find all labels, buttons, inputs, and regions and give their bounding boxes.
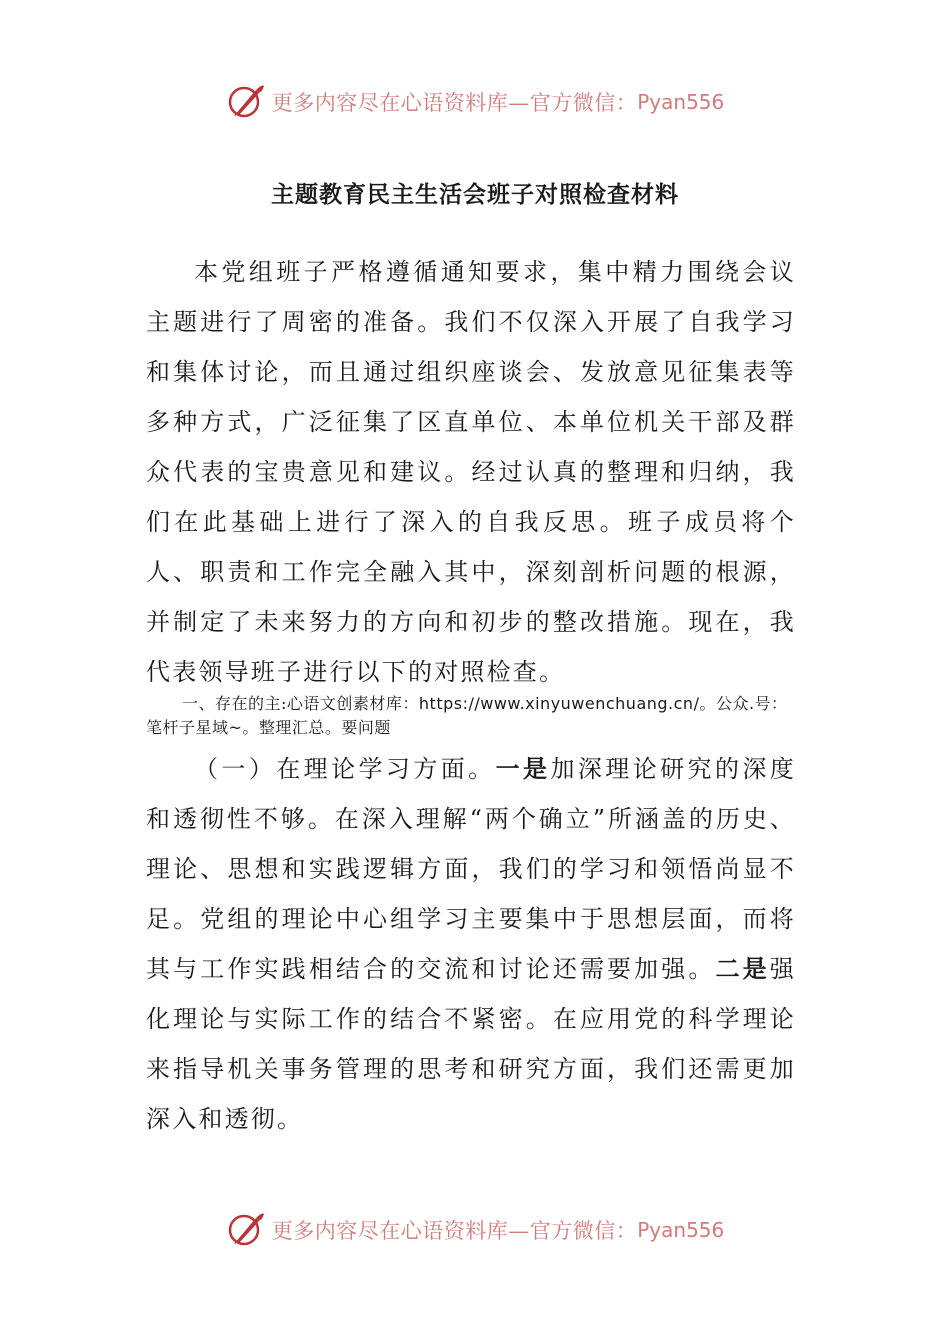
p2-bold-first: 一是 — [495, 755, 551, 783]
banner-text: 更多内容尽在心语资料库—官方微信： — [271, 1219, 638, 1243]
paragraph-theory — [146, 744, 796, 1144]
banner-text: 更多内容尽在心语资料库—官方微信： — [271, 91, 638, 115]
quill-logo-icon — [226, 82, 266, 122]
section-heading-end: 。公众.号：笔杆子星域~。整理汇总。要问题 — [146, 694, 788, 737]
p2-body-second: 强化理论与实际工作的结合不紧密。在应用党的科学理论来指导机关事务管理的思考和研究方面，我们还需更加深入和透彻。 — [146, 955, 796, 1133]
header-banner — [0, 80, 950, 124]
section-heading-url: https://www.xinyuwenchuang.cn/ — [418, 694, 700, 713]
p2-lead: （一）在理论学习方面。 — [194, 755, 496, 783]
paragraph-intro: 本党组班子严格遵循通知要求，集中精力围绕会议主题进行了周密的准备。我们不仅深入开展了自我学习和集体讨论，而且通过组织座谈会、发放意见征集表等多种方式，广泛征集了区直单位、本单位机关干部及群众代表的宝贵意见和建议。经过认真的整理和归纳，我们在此基础上进行了深入的自我反思。班子成员将个人、职责和工作完全融入其中，深刻剖析问题的根源，并制定了未来努力的方向和初步的整改措施。现在，我代表领导班子进行以下的对照检查。 — [146, 258, 796, 686]
p2-bold-second: 二是 — [715, 955, 770, 983]
document-title: 主题教育民主生活会班子对照检查材料 — [271, 181, 679, 208]
p2-body-first: 加深理论研究的深度和透彻性不够。在深入理解“两个确立”所涵盖的历史、理论、思想和实践逻辑方面，我们的学习和领悟尚显不足。党组的理论中心组学习主要集中于思想层面，而将其与工作实践相结合的交流和讨论还需要加强。 — [146, 755, 796, 983]
footer-banner — [0, 1208, 950, 1252]
banner-wechat-id: Pyan556 — [637, 90, 725, 114]
quill-logo-icon — [226, 1210, 266, 1250]
banner-wechat-id: Pyan556 — [637, 1218, 725, 1242]
section-heading — [146, 692, 796, 740]
section-heading-start: 一、存在的主:心语文创素材库： — [182, 694, 419, 713]
